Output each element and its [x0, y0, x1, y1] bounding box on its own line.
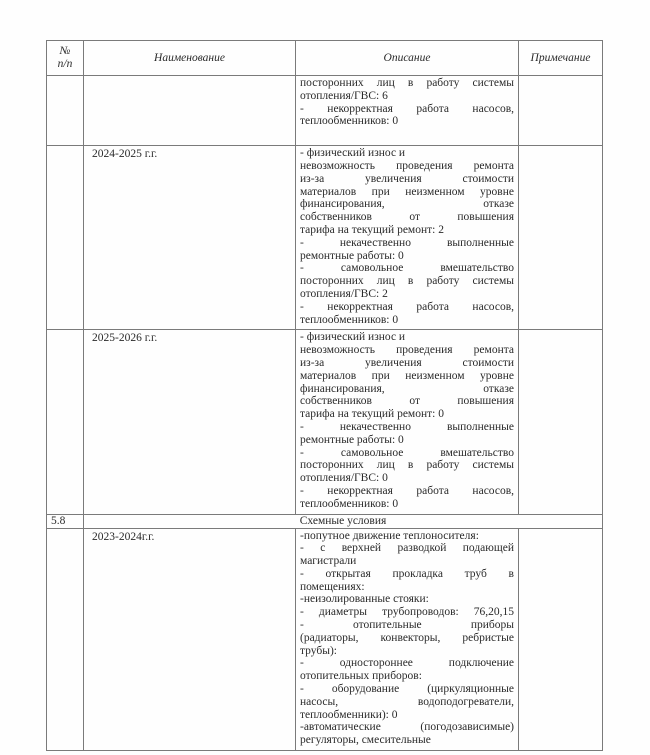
table-row	[47, 330, 603, 514]
row-note	[519, 146, 603, 330]
description-line: - самовольное вмешательство	[300, 262, 514, 275]
table-row	[47, 146, 603, 330]
row-note	[519, 76, 603, 146]
description-line: собственников от повышения	[300, 211, 514, 224]
row-spacer	[300, 128, 514, 142]
row-name: 2023-2024г.г.	[84, 528, 296, 751]
description-line: невозможность проведения ремонта	[300, 344, 514, 357]
description-line: теплообменников: 0	[300, 115, 399, 128]
data-table	[46, 40, 603, 751]
description-line: теплообменников: 0	[300, 497, 399, 510]
description-line: (радиаторы, конвекторы, ребристые	[300, 631, 514, 644]
description-line: из-за увеличения стоимости	[300, 356, 514, 369]
row-num	[47, 330, 84, 514]
description-line: - одностороннее подключение	[300, 657, 514, 670]
header-description: Описание	[296, 41, 519, 76]
description-line: материалов при неизменном уровне	[300, 369, 514, 382]
table-row	[47, 76, 603, 146]
description-line: посторонних лиц в работу системы	[300, 275, 514, 288]
description-line: - открытая прокладка труб в	[300, 567, 514, 580]
description-line: тарифа на текущий ремонт: 2	[300, 223, 444, 236]
description-line: - некорректная работа насосов,	[300, 102, 514, 115]
description-line: посторонних лиц в работу системы	[300, 459, 514, 472]
description-line: - некорректная работа насосов,	[300, 484, 514, 497]
section-title: Схемные условия	[84, 514, 603, 528]
description-line: - физический износ и	[300, 147, 406, 160]
row-num	[47, 146, 84, 330]
row-note	[519, 330, 603, 514]
section-row	[47, 514, 603, 528]
description-line: -попутное движение теплоносителя:	[300, 529, 479, 542]
row-name	[84, 76, 296, 146]
description-line: - с верхней разводкой подающей	[300, 542, 514, 555]
row-description	[296, 76, 519, 146]
description-line: - физический износ и	[300, 331, 406, 344]
description-line: трубы):	[300, 644, 337, 657]
description-line: -автоматические (погодозависимые)	[300, 721, 514, 734]
table-header-row	[47, 41, 603, 76]
description-line: помещениях:	[300, 580, 365, 593]
row-description	[296, 330, 519, 514]
document-page	[46, 40, 602, 747]
description-line: - некорректная работа насосов,	[300, 300, 514, 313]
description-line: материалов при неизменном уровне	[300, 185, 514, 198]
description-line: отопления/ГВС: 2	[300, 287, 388, 300]
description-line: тарифа на текущий ремонт: 0	[300, 408, 444, 421]
description-line: финансирования, отказе	[300, 198, 514, 211]
table-row	[47, 528, 603, 751]
row-note	[519, 528, 603, 751]
description-line: отопительных приборов:	[300, 670, 422, 683]
row-name: 2024-2025 г.г.	[84, 146, 296, 330]
description-line: ремонтные работы: 0	[300, 249, 404, 262]
description-line: посторонних лиц в работу системы	[300, 77, 514, 89]
description-line: магистрали	[300, 555, 357, 568]
row-num	[47, 528, 84, 751]
description-line: теплообменников: 0	[300, 313, 399, 326]
header-note: Примечание	[519, 41, 603, 76]
description-line: из-за увеличения стоимости	[300, 172, 514, 185]
section-num: 5.8	[47, 514, 84, 528]
description-line: - отопительные приборы	[300, 619, 514, 632]
row-name: 2025-2026 г.г.	[84, 330, 296, 514]
row-description	[296, 528, 519, 751]
description-line: теплообменники): 0	[300, 708, 398, 721]
row-num	[47, 76, 84, 146]
description-line: отопления/ГВС: 6	[300, 89, 388, 102]
description-line: финансирования, отказе	[300, 382, 514, 395]
description-line: ремонтные работы: 0	[300, 433, 404, 446]
description-line: -неизолированные стояки:	[300, 593, 429, 606]
description-line: регуляторы, смесительные	[300, 734, 431, 747]
description-line: - некачественно выполненные	[300, 420, 514, 433]
description-line: невозможность проведения ремонта	[300, 159, 514, 172]
header-num: № п/п	[47, 41, 84, 76]
description-line: собственников от повышения	[300, 395, 514, 408]
description-line: - самовольное вмешательство	[300, 446, 514, 459]
description-line: отопления/ГВС: 0	[300, 472, 388, 485]
row-description	[296, 146, 519, 330]
description-line: - оборудование (циркуляционные	[300, 683, 514, 696]
description-line: насосы, водоподогреватели,	[300, 695, 514, 708]
description-line: - некачественно выполненные	[300, 236, 514, 249]
header-name: Наименование	[84, 41, 296, 76]
description-line: - диаметры трубопроводов: 76,20,15	[300, 606, 514, 619]
